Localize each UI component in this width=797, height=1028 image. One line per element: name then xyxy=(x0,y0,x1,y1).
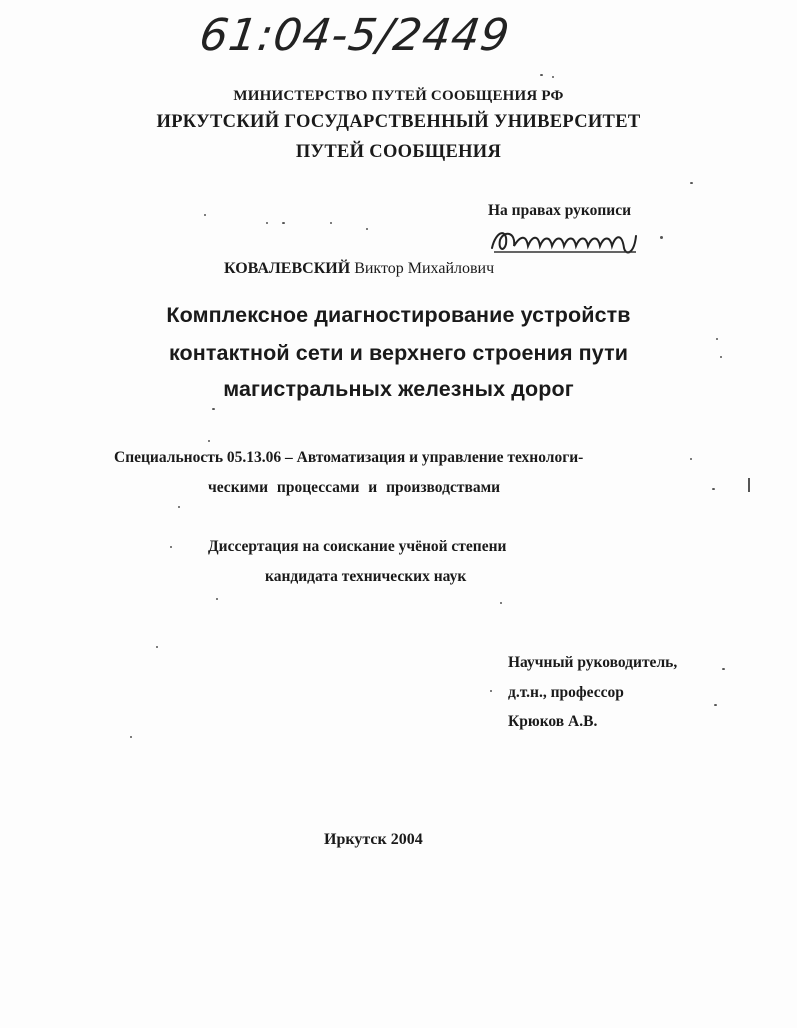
ministry-heading: МИНИСТЕРСТВО ПУТЕЙ СООБЩЕНИЯ РФ xyxy=(233,88,564,104)
thesis-title-line3: магистральных железных дорог xyxy=(223,377,574,401)
author-given-names: Виктор Михайлович xyxy=(354,260,495,277)
scan-speck xyxy=(552,76,554,78)
scan-speck xyxy=(130,736,132,738)
scan-speck xyxy=(204,214,206,216)
scan-speck xyxy=(212,408,215,410)
supervisor-degree: д.т.н., профессор xyxy=(508,684,624,701)
scan-speck xyxy=(216,598,218,600)
scan-speck xyxy=(266,222,268,224)
scan-speck xyxy=(748,478,750,492)
university-heading-line2: ПУТЕЙ СООБЩЕНИЯ xyxy=(295,142,502,162)
scan-speck xyxy=(282,222,285,224)
author-name xyxy=(224,260,494,278)
archive-number: 61:04-5/2449 xyxy=(196,10,514,61)
scan-speck xyxy=(720,356,722,358)
thesis-title-line2: контактной сети и верхнего строения пути xyxy=(168,341,629,365)
scan-speck xyxy=(714,704,717,706)
scan-speck xyxy=(712,488,715,490)
supervisor-name: Крюков А.В. xyxy=(508,713,598,730)
university-heading-line1: ИРКУТСКИЙ ГОСУДАРСТВЕННЫЙ УНИВЕРСИТЕТ xyxy=(156,112,641,132)
scan-speck xyxy=(690,458,692,460)
scan-speck xyxy=(170,546,172,548)
scan-speck xyxy=(330,222,332,224)
scan-speck xyxy=(716,338,718,340)
scan-speck xyxy=(690,182,693,184)
thesis-title-line1: Комплексное диагностирование устройств xyxy=(166,303,631,327)
author-surname: КОВАЛЕВСКИЙ xyxy=(224,260,351,277)
scan-speck xyxy=(660,236,663,239)
scan-speck xyxy=(178,506,180,508)
scan-speck xyxy=(156,646,158,648)
dissertation-line1: Диссертация на соискание учёной степени xyxy=(208,538,507,555)
scan-speck xyxy=(722,668,725,670)
manuscript-rights-label: На правах рукописи xyxy=(488,202,632,219)
scan-speck xyxy=(500,602,502,604)
handwritten-signature xyxy=(486,218,646,260)
scan-speck xyxy=(208,440,210,442)
scan-speck xyxy=(366,228,368,230)
dissertation-line2: кандидата технических наук xyxy=(265,568,467,585)
scan-speck xyxy=(540,74,543,76)
specialty-line2: ческими процессами и производствами xyxy=(208,479,501,496)
city-year: Иркутск 2004 xyxy=(324,831,423,848)
supervisor-role: Научный руководитель, xyxy=(508,654,678,671)
specialty-line1: Специальность 05.13.06 – Автоматизация и управление технологи- xyxy=(114,449,584,466)
scan-speck xyxy=(490,690,492,692)
